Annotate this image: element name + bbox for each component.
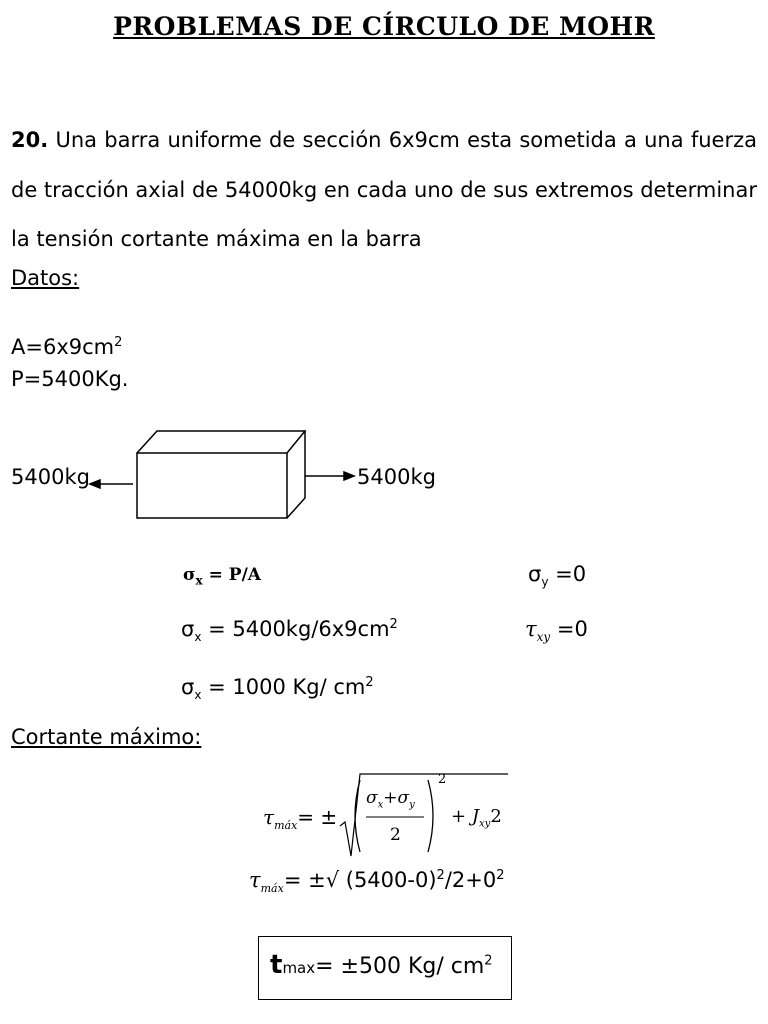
formula-tail: + $J_{xy}2$ <box>451 806 502 830</box>
tau-xy-value: $\tau_{xy} =0$ <box>525 617 588 645</box>
fraction-numerator: $\sigma_x+\sigma_y$ <box>366 788 415 811</box>
area-value: $A=6x9cm^2$ <box>11 335 123 359</box>
datos-heading: Datos: <box>11 266 80 290</box>
sigma-x-definition: $\sigma_x = P/A$ <box>183 565 261 588</box>
page-title: PROBLEMAS DE CÍRCULO DE MOHR <box>113 12 655 41</box>
bar-prism <box>137 431 305 518</box>
problem-number: 20. <box>11 128 49 152</box>
result-value: tmax= ±500 Kg/ $cm^2$ <box>270 950 493 980</box>
sigma-x-substitution: $\sigma_x = 5400kg/6x9cm^2$ <box>181 617 398 645</box>
problem-text: Una barra uniforme de sección 6x9cm esta sometida a una fuerza de tracción axial de 54000kg en cada uno de sus extremos determinar la tensión cortante máxima en la barra <box>11 128 757 251</box>
cortante-heading: Cortante máximo: <box>11 725 202 749</box>
sigma-x-result: $\sigma_x = 1000$ Kg/ $cm^2$ <box>181 675 374 703</box>
tau-max-numeric: $\tau_{máx}=$ ±√ $(5400-0)^2/2+0^2$ <box>249 868 505 896</box>
tau-max-formula-lhs: $\tau_{máx}=$ ± <box>263 805 338 832</box>
left-force-arrow <box>90 480 133 488</box>
fraction-exponent: 2 <box>438 772 447 787</box>
right-force-arrow <box>305 472 354 480</box>
force-value: P=5400Kg. <box>11 367 129 391</box>
fraction-denominator: 2 <box>390 825 401 845</box>
sigma-y-value: $\sigma_y =0$ <box>528 562 587 590</box>
left-force-label: 5400kg <box>11 465 90 489</box>
right-force-label: 5400kg <box>357 465 436 489</box>
problem-statement <box>11 116 757 265</box>
